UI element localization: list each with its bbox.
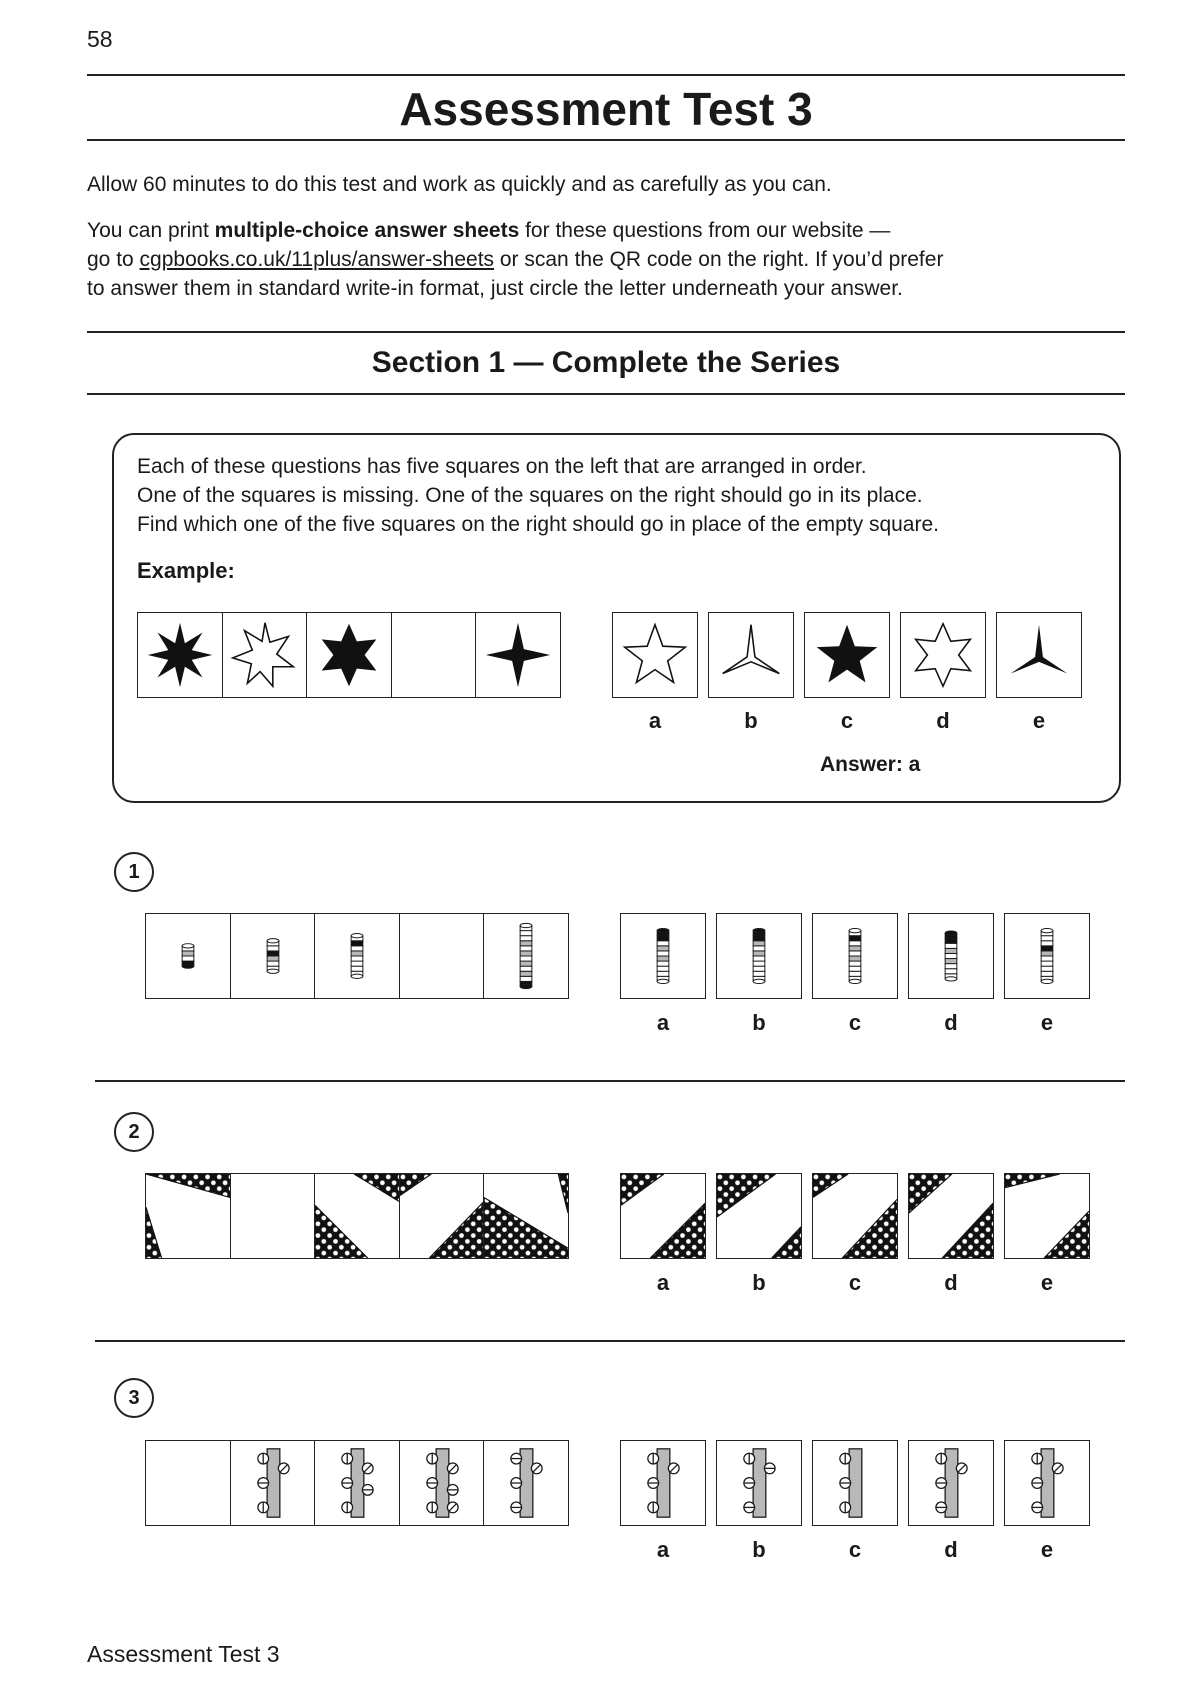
q1-option-e[interactable] bbox=[1004, 913, 1090, 999]
five-point-star-black-icon bbox=[805, 613, 889, 697]
option-label-d: d bbox=[936, 708, 950, 733]
six-point-star-outline-icon bbox=[901, 613, 985, 697]
option-label-d: d bbox=[944, 1270, 958, 1295]
q2-square-5 bbox=[483, 1173, 569, 1259]
option-label-e: e bbox=[1040, 1010, 1054, 1035]
bar-with-screws-icon bbox=[717, 1441, 801, 1525]
example-option-d[interactable] bbox=[900, 612, 986, 698]
option-label-d: d bbox=[944, 1537, 958, 1562]
five-point-star-outline-icon bbox=[613, 613, 697, 697]
example-sequence bbox=[137, 612, 561, 698]
divider-2 bbox=[95, 1340, 1125, 1342]
intro-text-part: or scan the QR code on the right. If you’d prefer bbox=[494, 248, 944, 271]
intro-bold-phrase: multiple-choice answer sheets bbox=[214, 219, 520, 242]
example-square-1 bbox=[137, 612, 223, 698]
option-label-b: b bbox=[752, 1270, 766, 1295]
option-label-c: c bbox=[848, 1270, 862, 1295]
q2-option-e[interactable] bbox=[1004, 1173, 1090, 1259]
intro-text bbox=[87, 170, 1127, 320]
q3-option-c[interactable] bbox=[812, 1440, 898, 1526]
question-3-number: 3 bbox=[114, 1378, 154, 1418]
dotted-triangles-icon bbox=[484, 1174, 568, 1258]
q3-square-2 bbox=[230, 1440, 316, 1526]
question-2-sequence bbox=[145, 1173, 569, 1259]
instruction-line: Find which one of the five squares on the right should go in place of the empty square. bbox=[137, 513, 939, 536]
q3-option-d[interactable] bbox=[908, 1440, 994, 1526]
example-label: Example: bbox=[137, 558, 235, 583]
q2-option-c[interactable] bbox=[812, 1173, 898, 1259]
example-options bbox=[612, 612, 1092, 698]
stacked-cylinder-icon bbox=[1005, 914, 1089, 998]
stacked-cylinder-icon bbox=[909, 914, 993, 998]
question-1-sequence bbox=[145, 913, 569, 999]
question-3-option-labels bbox=[615, 1537, 1095, 1563]
title-top-rule bbox=[87, 74, 1125, 76]
q1-square-3 bbox=[314, 913, 400, 999]
intro-text-part: for these questions from our website — bbox=[519, 219, 891, 242]
stacked-cylinder-icon bbox=[621, 914, 705, 998]
option-label-a: a bbox=[656, 1270, 670, 1295]
bar-with-screws-icon bbox=[813, 1441, 897, 1525]
intro-text-part: You can print bbox=[87, 219, 215, 242]
question-2-number: 2 bbox=[114, 1112, 154, 1152]
stacked-cylinder-icon bbox=[813, 914, 897, 998]
q2-square-1 bbox=[145, 1173, 231, 1259]
dotted-triangles-icon bbox=[1005, 1174, 1089, 1258]
option-label-b: b bbox=[752, 1537, 766, 1562]
dotted-triangles-icon bbox=[146, 1174, 230, 1258]
q3-option-b[interactable] bbox=[716, 1440, 802, 1526]
example-option-b[interactable] bbox=[708, 612, 794, 698]
q1-option-b[interactable] bbox=[716, 913, 802, 999]
page-footer: Assessment Test 3 bbox=[87, 1641, 280, 1667]
dotted-triangles-icon bbox=[909, 1174, 993, 1258]
section-top-rule bbox=[87, 331, 1125, 333]
example-option-a[interactable] bbox=[612, 612, 698, 698]
intro-text-part: to answer them in standard write-in format, just circle the letter underneath your answer. bbox=[87, 277, 903, 300]
section-bottom-rule bbox=[87, 393, 1125, 395]
q3-square-3 bbox=[314, 1440, 400, 1526]
q2-option-a[interactable] bbox=[620, 1173, 706, 1259]
intro-paragraph-2 bbox=[87, 216, 1127, 303]
dotted-triangles-icon bbox=[400, 1174, 484, 1258]
q1-option-a[interactable] bbox=[620, 913, 706, 999]
instruction-line: One of the squares is missing. One of the squares on the right should go in its place. bbox=[137, 484, 923, 507]
option-label-a: a bbox=[648, 708, 662, 733]
option-label-e: e bbox=[1032, 708, 1046, 733]
option-label-c: c bbox=[848, 1537, 862, 1562]
q3-option-e[interactable] bbox=[1004, 1440, 1090, 1526]
q1-option-d[interactable] bbox=[908, 913, 994, 999]
instructions-text bbox=[137, 452, 1097, 539]
q3-square-5 bbox=[483, 1440, 569, 1526]
example-answer: Answer: a bbox=[820, 753, 921, 776]
question-3-options bbox=[620, 1440, 1100, 1526]
bar-with-screws-icon bbox=[909, 1441, 993, 1525]
example-option-labels bbox=[607, 708, 1087, 734]
q2-option-b[interactable] bbox=[716, 1173, 802, 1259]
intro-line-1: Allow 60 minutes to do this test and work as quickly and as carefully as you can. bbox=[87, 173, 832, 196]
stacked-cylinder-icon bbox=[315, 914, 399, 998]
question-1-options bbox=[620, 913, 1100, 999]
answer-sheets-link[interactable]: cgpbooks.co.uk/11plus/answer-sheets bbox=[139, 248, 495, 271]
divider-1 bbox=[95, 1080, 1125, 1082]
q1-option-c[interactable] bbox=[812, 913, 898, 999]
option-label-d: d bbox=[944, 1010, 958, 1035]
q1-square-5 bbox=[483, 913, 569, 999]
q3-square-4 bbox=[399, 1440, 485, 1526]
bar-with-screws-icon bbox=[484, 1441, 568, 1525]
q3-option-a[interactable] bbox=[620, 1440, 706, 1526]
q3-square-missing bbox=[145, 1440, 231, 1526]
page-number: 58 bbox=[87, 26, 113, 52]
q2-square-4 bbox=[399, 1173, 485, 1259]
title-bottom-rule bbox=[87, 139, 1125, 141]
q2-square-3 bbox=[314, 1173, 400, 1259]
option-label-c: c bbox=[840, 708, 854, 733]
option-label-a: a bbox=[656, 1010, 670, 1035]
option-label-b: b bbox=[752, 1010, 766, 1035]
question-2-options bbox=[620, 1173, 1100, 1259]
section-title: Section 1 — Complete the Series bbox=[371, 346, 841, 379]
q1-square-missing bbox=[399, 913, 485, 999]
bar-with-screws-icon bbox=[1005, 1441, 1089, 1525]
q1-square-1 bbox=[145, 913, 231, 999]
stacked-cylinder-icon bbox=[717, 914, 801, 998]
example-option-c[interactable] bbox=[804, 612, 890, 698]
three-point-star-outline-icon bbox=[709, 613, 793, 697]
q2-option-d[interactable] bbox=[908, 1173, 994, 1259]
stacked-cylinder-icon bbox=[231, 914, 315, 998]
bar-with-screws-icon bbox=[400, 1441, 484, 1525]
option-label-b: b bbox=[744, 708, 758, 733]
dotted-triangles-icon bbox=[813, 1174, 897, 1258]
option-label-e: e bbox=[1040, 1270, 1054, 1295]
option-label-e: e bbox=[1040, 1537, 1054, 1562]
three-point-star-black-icon bbox=[997, 613, 1081, 697]
question-2-option-labels bbox=[615, 1270, 1095, 1296]
option-label-a: a bbox=[656, 1537, 670, 1562]
dotted-triangles-icon bbox=[621, 1174, 705, 1258]
q2-square-missing bbox=[230, 1173, 316, 1259]
bar-with-screws-icon bbox=[621, 1441, 705, 1525]
intro-text-part: go to bbox=[87, 248, 140, 271]
q1-square-2 bbox=[230, 913, 316, 999]
example-square-2 bbox=[222, 612, 308, 698]
dotted-triangles-icon bbox=[315, 1174, 399, 1258]
example-square-missing bbox=[391, 612, 477, 698]
example-option-e[interactable] bbox=[996, 612, 1082, 698]
question-1-number: 1 bbox=[114, 852, 154, 892]
option-label-c: c bbox=[848, 1010, 862, 1035]
dotted-triangles-icon bbox=[717, 1174, 801, 1258]
four-point-star-black-icon bbox=[476, 613, 560, 697]
six-point-star-black-icon bbox=[307, 613, 391, 697]
bar-with-screws-icon bbox=[231, 1441, 315, 1525]
instruction-line: Each of these questions has five squares on the left that are arranged in order. bbox=[137, 455, 867, 478]
page-title: Assessment Test 3 bbox=[399, 83, 813, 135]
example-square-5 bbox=[475, 612, 561, 698]
eight-point-star-black-icon bbox=[138, 613, 222, 697]
stacked-cylinder-icon bbox=[146, 914, 230, 998]
question-3-sequence bbox=[145, 1440, 569, 1526]
example-square-3 bbox=[306, 612, 392, 698]
seven-point-star-outline-icon bbox=[223, 613, 307, 697]
bar-with-screws-icon bbox=[315, 1441, 399, 1525]
stacked-cylinder-icon bbox=[484, 914, 568, 998]
question-1-option-labels bbox=[615, 1010, 1095, 1036]
